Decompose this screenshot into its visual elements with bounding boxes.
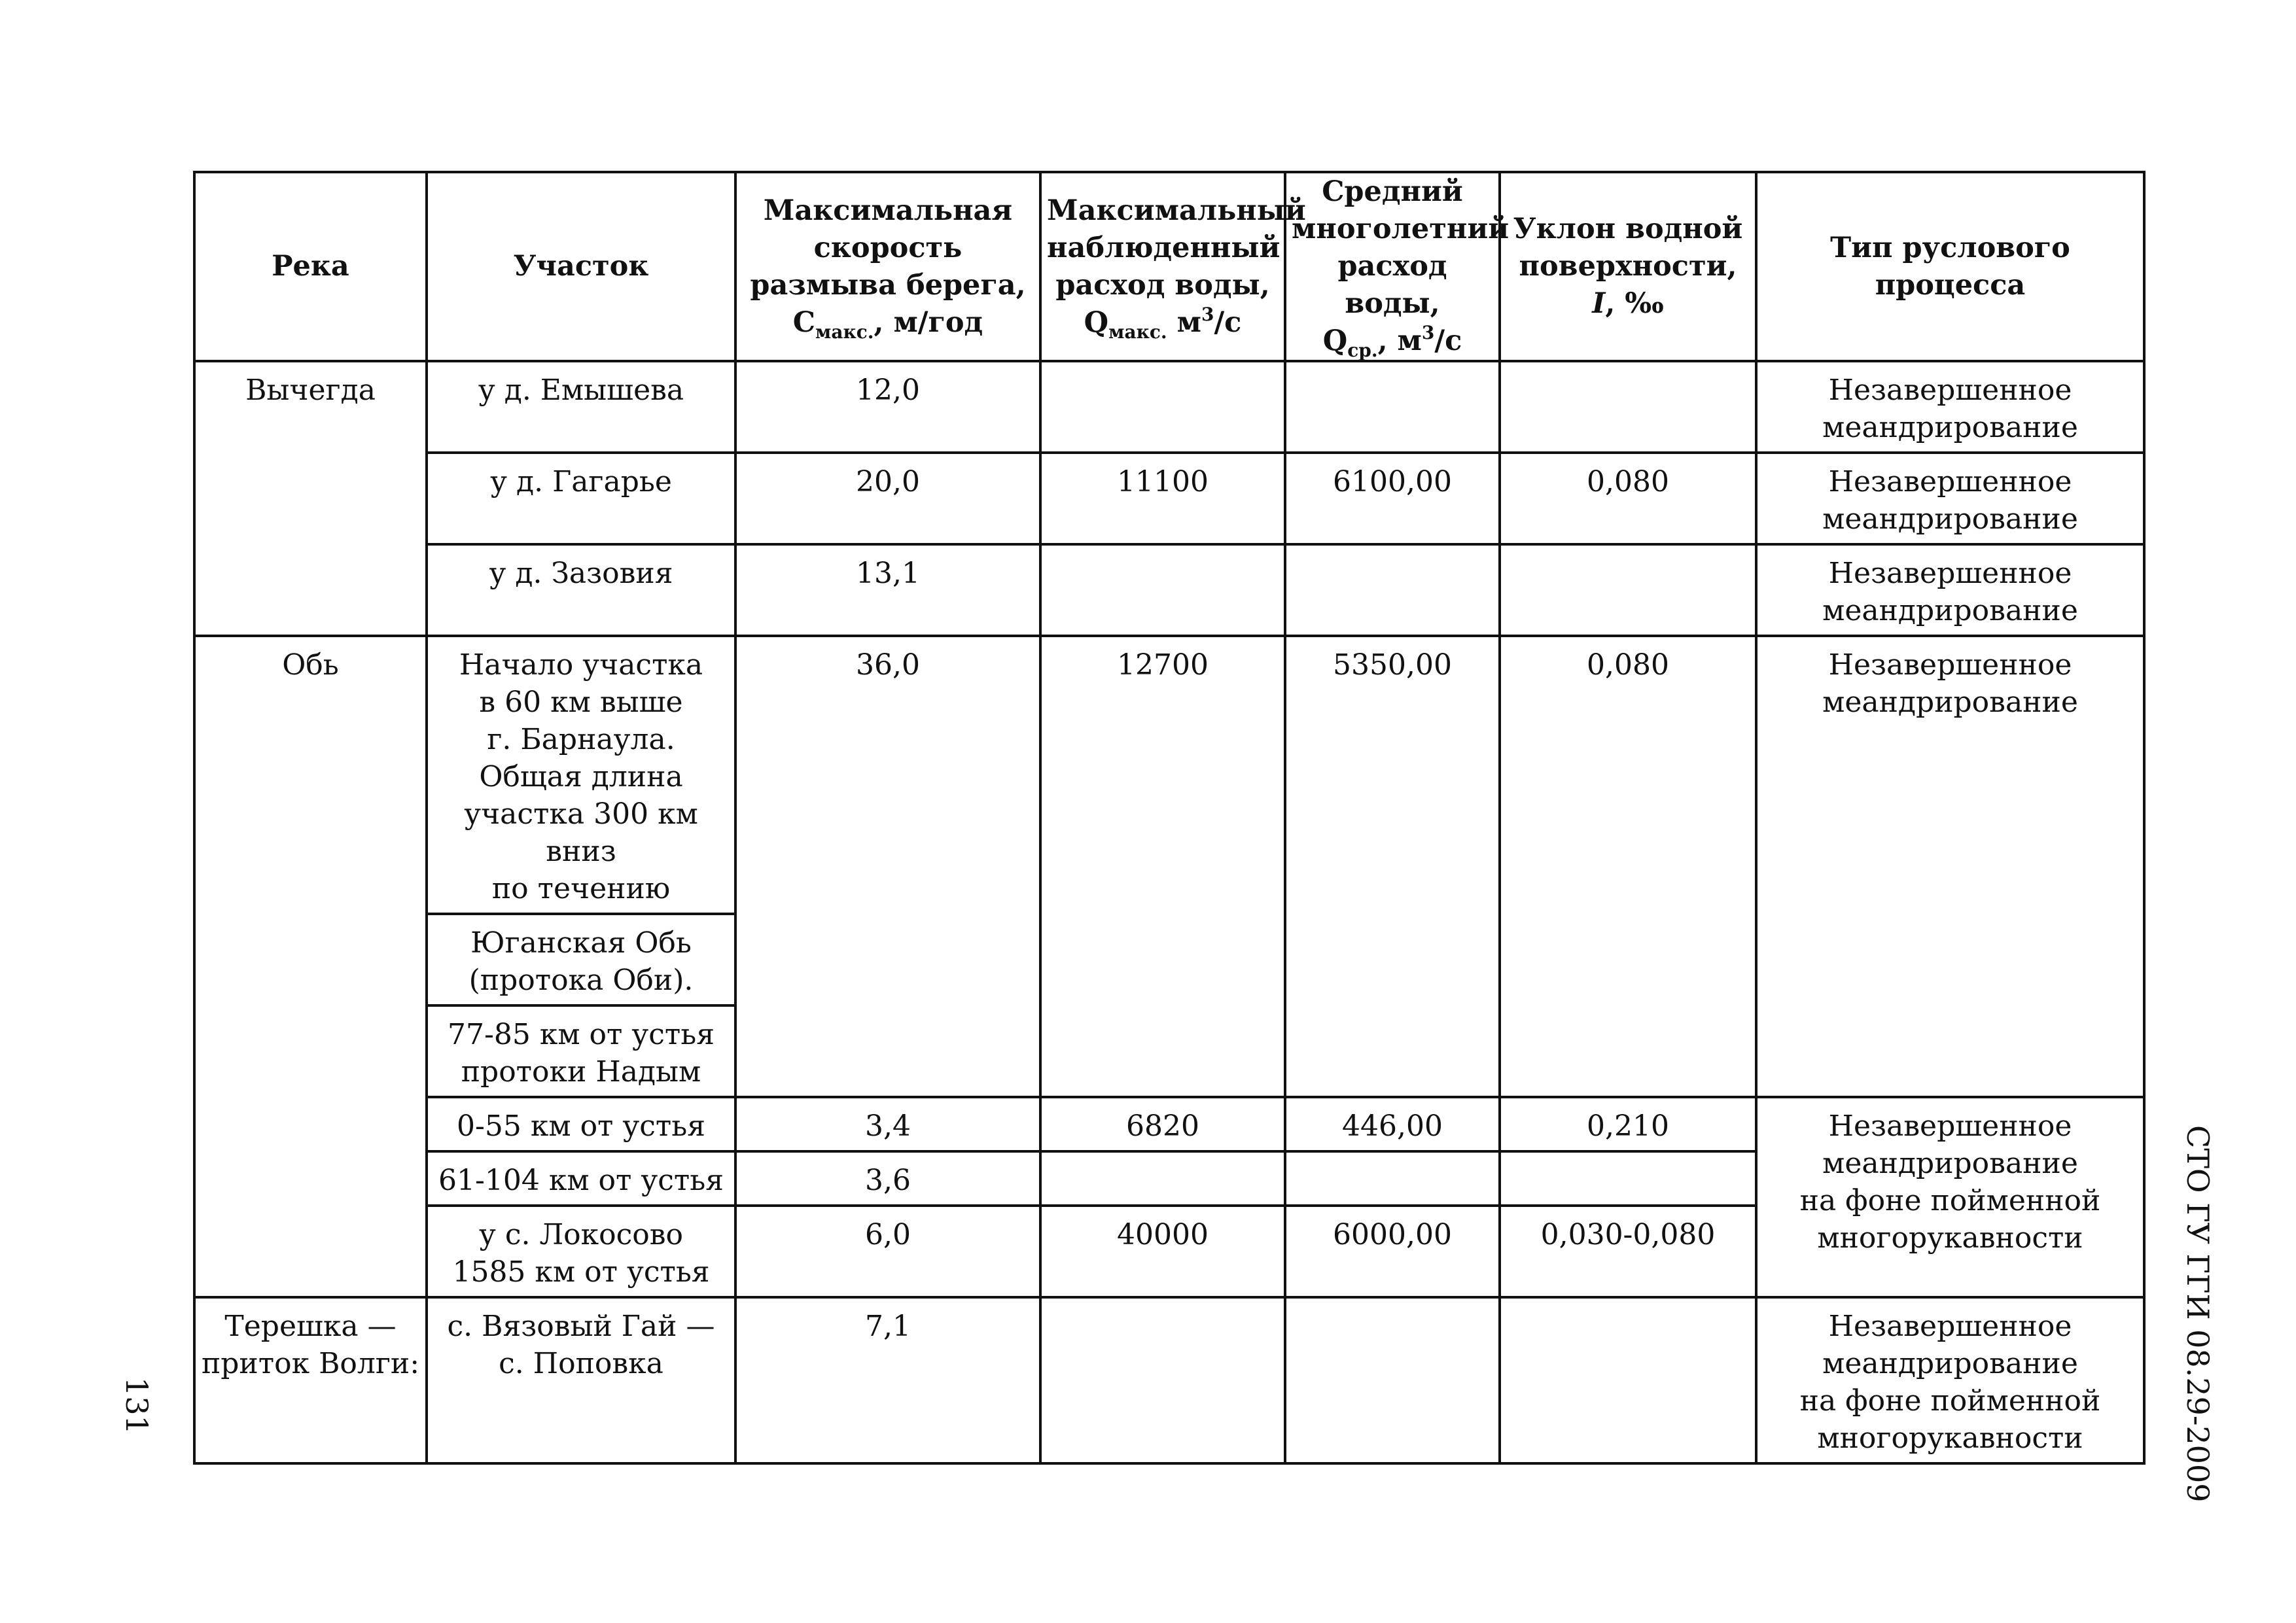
header-water-surface-slope: Уклон водной поверхности, I, ‰ (1500, 172, 1756, 361)
cell-qmean (1285, 1297, 1500, 1463)
header-river: Река (194, 172, 427, 361)
cell-section: 0-55 км от устья (427, 1097, 735, 1151)
table-row (194, 544, 2144, 636)
cell-qmax: 40000 (1040, 1206, 1285, 1297)
cell-section: у д. Зазовия (427, 544, 735, 636)
cell-section: у д. Емышева (427, 361, 735, 453)
header-mean-discharge: Средний многолетний расход воды, $Q_{ср.}$, $м^3/с$ (1285, 172, 1500, 361)
cell-section: 77-85 км от устья протоки Надым (427, 1005, 735, 1097)
cell-qmean: 6000,00 (1285, 1206, 1500, 1297)
cell-erosion: 3,6 (735, 1151, 1040, 1206)
cell-section: Юганская Обь (протока Оби). (427, 914, 735, 1005)
cell-process: Незавершенное меандрирование (1756, 636, 2144, 1097)
cell-qmean: 6100,00 (1285, 453, 1500, 544)
cell-process: Незавершенное меандрирование на фоне пойменной многорукавности (1756, 1297, 2144, 1463)
cell-qmax (1040, 361, 1285, 453)
cell-qmean (1285, 544, 1500, 636)
cell-section: Начало участка в 60 км выше г. Барнаула. Общая длина участка 300 км вниз по течению (427, 636, 735, 914)
header-max-erosion-rate: Максимальная скорость размыва берега, $С_{макс.}$, м/год (735, 172, 1040, 361)
document-code: СТО ГУ ГГИ 08.29-2009 (2180, 1125, 2216, 1503)
river-erosion-table (193, 171, 2146, 1465)
page-number: 131 (119, 1377, 154, 1435)
header-channel-process-type: Тип руслового процесса (1756, 172, 2144, 361)
cell-qmean (1285, 1151, 1500, 1206)
cell-qmean (1285, 361, 1500, 453)
cell-erosion: 36,0 (735, 636, 1040, 1097)
cell-qmax: 12700 (1040, 636, 1285, 1097)
cell-erosion: 13,1 (735, 544, 1040, 636)
cell-section: у д. Гагарье (427, 453, 735, 544)
cell-qmax (1040, 1151, 1285, 1206)
cell-section: у с. Локосово 1585 км от устья (427, 1206, 735, 1297)
table-row (194, 453, 2144, 544)
table-row (194, 1097, 2144, 1151)
cell-qmean: 5350,00 (1285, 636, 1500, 1097)
cell-slope (1500, 1297, 1756, 1463)
cell-qmax (1040, 544, 1285, 636)
cell-slope: 0,030-0,080 (1500, 1206, 1756, 1297)
cell-slope: 0,210 (1500, 1097, 1756, 1151)
cell-process: Незавершенное меандрирование на фоне пойменной многорукавности (1756, 1097, 2144, 1297)
cell-qmax (1040, 1297, 1285, 1463)
cell-erosion: 6,0 (735, 1206, 1040, 1297)
table-row (194, 1297, 2144, 1463)
cell-erosion: 3,4 (735, 1097, 1040, 1151)
cell-river: Обь (194, 636, 427, 1297)
cell-slope: 0,080 (1500, 636, 1756, 1097)
header-row (194, 172, 2144, 361)
cell-river: Терешка — приток Волги: (194, 1297, 427, 1463)
cell-qmax: 11100 (1040, 453, 1285, 544)
cell-process: Незавершенное меандрирование (1756, 544, 2144, 636)
header-max-discharge: Максимальный наблюденный расход воды, $Q_{макс.}$ $м^3/с$ (1040, 172, 1285, 361)
cell-qmean: 446,00 (1285, 1097, 1500, 1151)
cell-process: Незавершенное меандрирование (1756, 453, 2144, 544)
cell-process: Незавершенное меандрирование (1756, 361, 2144, 453)
cell-slope (1500, 1151, 1756, 1206)
table-row (194, 636, 2144, 914)
cell-slope (1500, 544, 1756, 636)
cell-section: с. Вязовый Гай — с. Поповка (427, 1297, 735, 1463)
table-row (194, 361, 2144, 453)
cell-qmax: 6820 (1040, 1097, 1285, 1151)
cell-erosion: 20,0 (735, 453, 1040, 544)
cell-river: Вычегда (194, 361, 427, 636)
cell-erosion: 12,0 (735, 361, 1040, 453)
cell-slope: 0,080 (1500, 453, 1756, 544)
header-section: Участок (427, 172, 735, 361)
cell-slope (1500, 361, 1756, 453)
cell-section: 61-104 км от устья (427, 1151, 735, 1206)
cell-erosion: 7,1 (735, 1297, 1040, 1463)
